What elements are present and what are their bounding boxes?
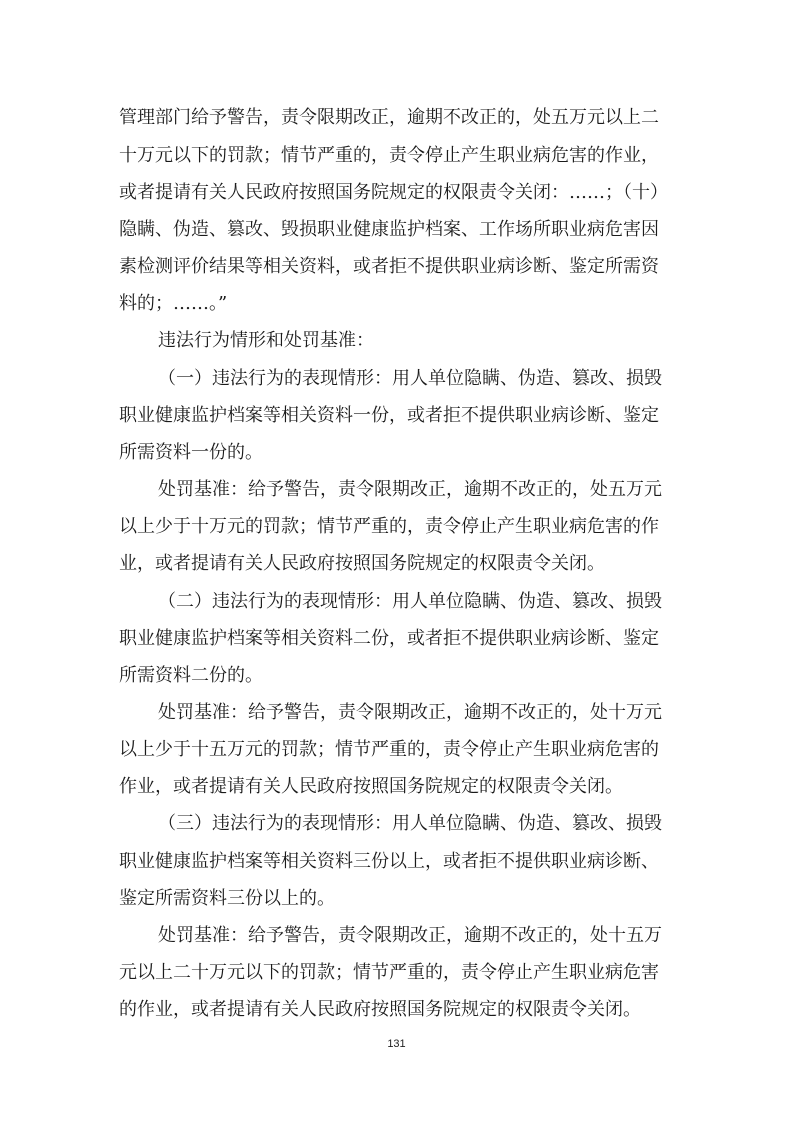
- body-text-line: 所需资料一份的。: [119, 442, 263, 463]
- section-heading: 违法行为情形和处罚基准：: [158, 330, 374, 351]
- body-text-line: 鉴定所需资料三份以上的。: [119, 888, 335, 909]
- body-text-line: 元以上二十万元以下的罚款；情节严重的，责令停止产生职业病危害: [119, 962, 659, 983]
- body-text-line: （三）违法行为的表现情形：用人单位隐瞒、伪造、篡改、损毁: [158, 813, 662, 834]
- body-text-line: （一）违法行为的表现情形：用人单位隐瞒、伪造、篡改、损毁: [158, 368, 662, 389]
- body-text-line: （二）违法行为的表现情形：用人单位隐瞒、伪造、篡改、损毁: [158, 591, 662, 612]
- body-text-line: 职业健康监护档案等相关资料一份，或者拒不提供职业病诊断、鉴定: [119, 405, 659, 426]
- body-text-line: 以上少于十万元的罚款；情节严重的，责令停止产生职业病危害的作: [119, 516, 659, 537]
- body-text-line: 素检测评价结果等相关资料，或者拒不提供职业病诊断、鉴定所需资: [119, 256, 659, 277]
- body-text-line: 料的；……。”: [119, 293, 228, 314]
- body-text-line: 的作业，或者提请有关人民政府按照国务院规定的权限责令关闭。: [119, 999, 641, 1020]
- body-text-line: 十万元以下的罚款；情节严重的，责令停止产生职业病危害的作业，: [119, 145, 659, 166]
- page-number: 131: [387, 1038, 406, 1050]
- body-text-line: 隐瞒、伪造、篡改、毁损职业健康监护档案、工作场所职业病危害因: [119, 219, 659, 240]
- body-text-line: 处罚基准：给予警告，责令限期改正，逾期不改正的，处五万元: [158, 479, 662, 500]
- body-text-line: 作业，或者提请有关人民政府按照国务院规定的权限责令关闭。: [119, 776, 623, 797]
- body-text-line: 职业健康监护档案等相关资料三份以上，或者拒不提供职业病诊断、: [119, 851, 659, 872]
- body-text-line: 管理部门给予警告，责令限期改正，逾期不改正的，处五万元以上二: [119, 107, 659, 128]
- body-text-line: 业，或者提请有关人民政府按照国务院规定的权限责令关闭。: [119, 553, 605, 574]
- body-text-line: 或者提请有关人民政府按照国务院规定的权限责令关闭：……；（十）: [119, 182, 668, 203]
- body-text-line: 所需资料二份的。: [119, 665, 263, 686]
- body-text-line: 处罚基准：给予警告，责令限期改正，逾期不改正的，处十五万: [158, 925, 662, 946]
- body-text-line: 以上少于十五万元的罚款；情节严重的，责令停止产生职业病危害的: [119, 739, 659, 760]
- body-text-line: 职业健康监护档案等相关资料二份，或者拒不提供职业病诊断、鉴定: [119, 628, 659, 649]
- body-text-line: 处罚基准：给予警告，责令限期改正，逾期不改正的，处十万元: [158, 702, 662, 723]
